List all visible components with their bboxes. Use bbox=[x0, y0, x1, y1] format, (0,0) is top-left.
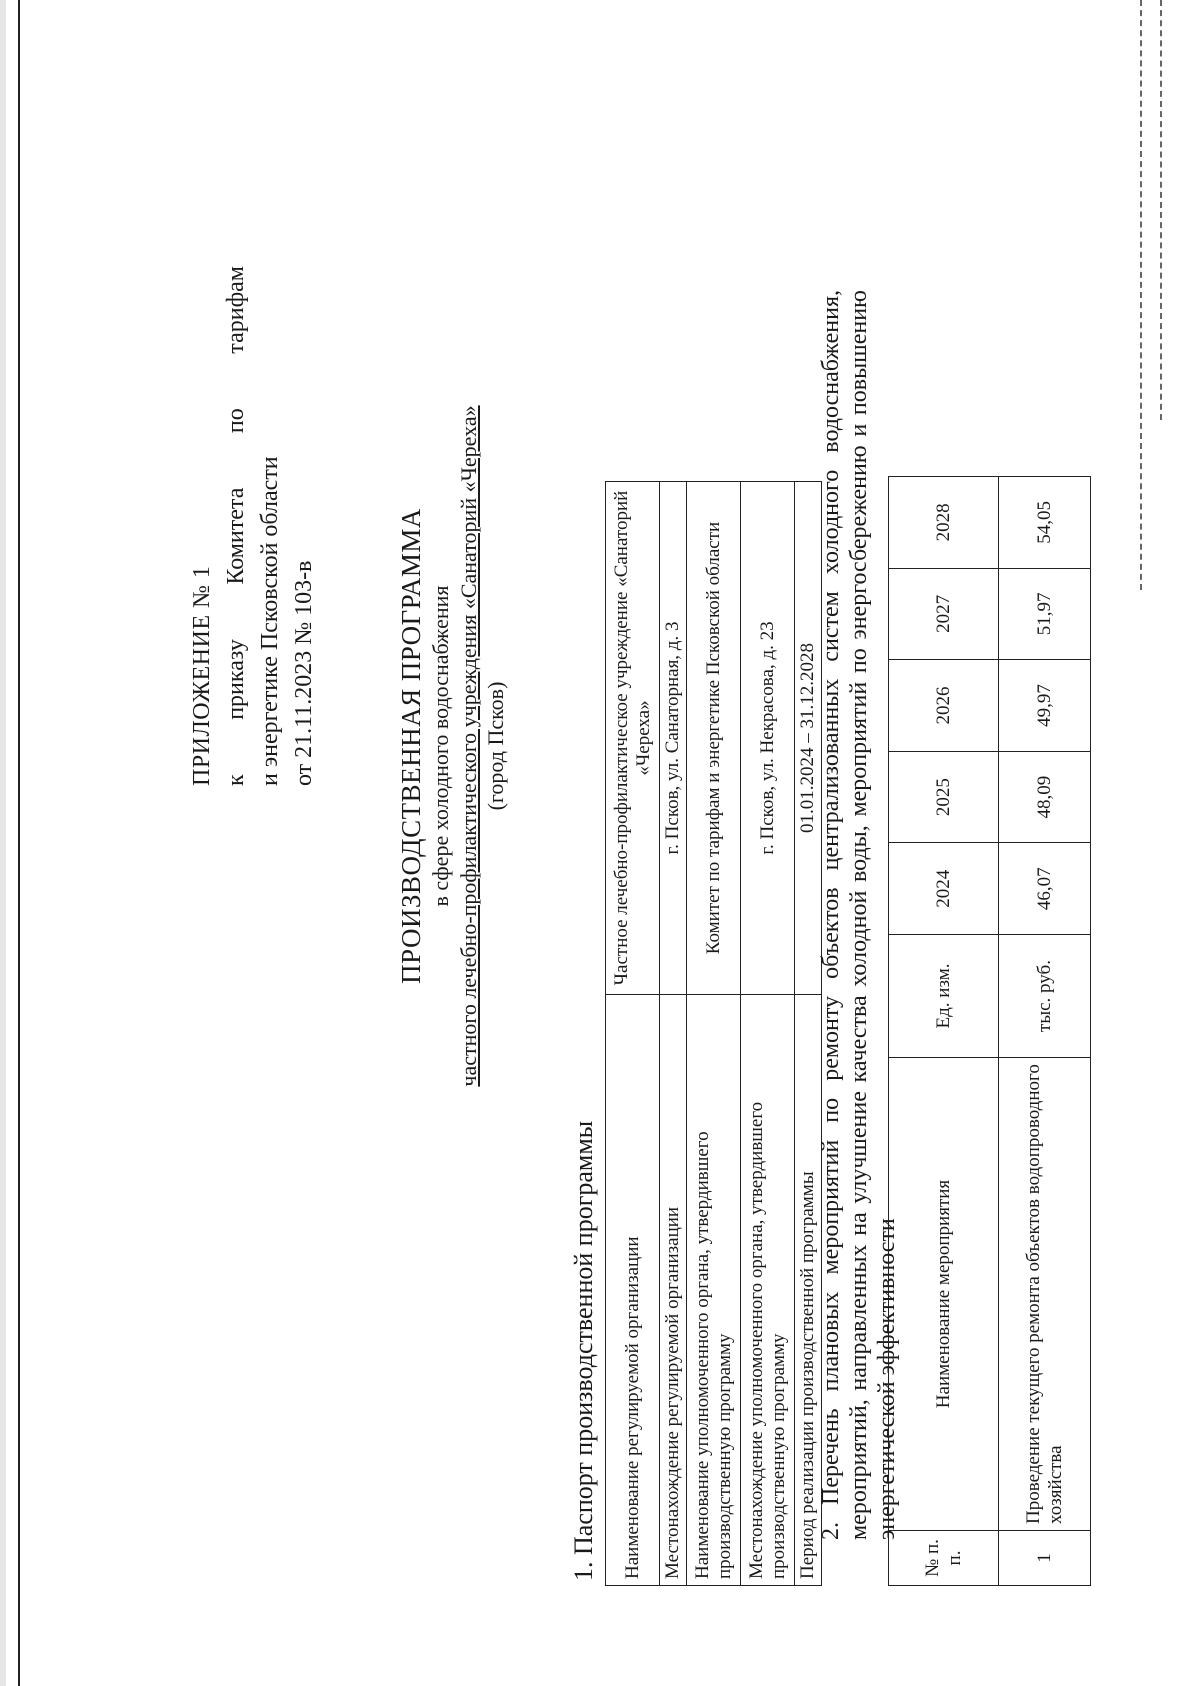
document-city: (город Псков) bbox=[483, 681, 508, 811]
appendix-block bbox=[185, 266, 321, 786]
column-header: 2027 bbox=[889, 568, 999, 660]
passport-value: г. Псков, ул. Санаторная, д. 3 bbox=[660, 482, 687, 995]
passport-label: Наименование регулируемой организации bbox=[606, 995, 660, 1586]
column-header: Наименование мероприятия bbox=[889, 1058, 999, 1531]
passport-table bbox=[605, 481, 822, 1586]
appendix-order-line bbox=[219, 266, 253, 786]
measure-value: 48,09 bbox=[999, 751, 1091, 843]
column-header: № п. п. bbox=[889, 1531, 999, 1586]
appendix-word: по bbox=[223, 408, 249, 434]
column-header: Ед. изм. bbox=[889, 935, 999, 1058]
measures-table bbox=[888, 476, 1091, 1586]
document-sphere: в сфере холодного водоснабжения bbox=[428, 585, 453, 907]
document-title: ПРОИЗВОДСТВЕННАЯ ПРОГРАММА bbox=[396, 508, 426, 984]
table-row bbox=[660, 482, 687, 1586]
appendix-word: к bbox=[223, 774, 249, 786]
column-header: 2024 bbox=[889, 843, 999, 935]
appendix-word: приказу bbox=[223, 639, 249, 720]
passport-label: Местонахождение уполномоченного органа, утвердившего производственную программу bbox=[741, 995, 795, 1586]
appendix-title: ПРИЛОЖЕНИЕ № 1 bbox=[189, 565, 215, 786]
measure-value: 49,97 bbox=[999, 660, 1091, 752]
table-row bbox=[687, 482, 741, 1586]
document-title-block bbox=[395, 366, 509, 1126]
table-row bbox=[999, 477, 1091, 1586]
table-header-row bbox=[889, 477, 999, 1586]
column-header: 2028 bbox=[889, 477, 999, 569]
column-header: 2025 bbox=[889, 751, 999, 843]
appendix-word: Комитета bbox=[223, 487, 249, 585]
passport-label: Местонахождение регулируемой организации bbox=[660, 995, 687, 1586]
appendix-committee: и энергетике Псковской области bbox=[257, 456, 283, 786]
passport-value: Комитет по тарифам и энергетике Псковской области bbox=[687, 482, 741, 995]
passport-label: Наименование уполномоченного органа, утвердившего производственную программу bbox=[687, 995, 741, 1586]
appendix-word: тарифам bbox=[223, 266, 249, 354]
passport-label: Период реализации производственной программы bbox=[795, 995, 822, 1586]
measure-value: 54,05 bbox=[999, 477, 1091, 569]
appendix-date: от 21.11.2023 № 103-в bbox=[291, 560, 317, 786]
row-number: 1 bbox=[999, 1531, 1091, 1586]
passport-value: 01.01.2024 – 31.12.2028 bbox=[795, 482, 822, 995]
table-row bbox=[606, 482, 660, 1586]
measure-name: Проведение текущего ремонта объектов водопроводного хозяйства bbox=[999, 1058, 1091, 1531]
table-row bbox=[741, 482, 795, 1586]
passport-value: Частное лечебно-профилактическое учреждение «Санаторий «Череха» bbox=[606, 482, 660, 995]
passport-value: г. Псков, ул. Некрасова, д. 23 bbox=[741, 482, 795, 995]
measure-value: 51,97 bbox=[999, 568, 1091, 660]
measure-unit: тыс. руб. bbox=[999, 935, 1091, 1058]
column-header: 2026 bbox=[889, 660, 999, 752]
section2-heading: 2. Перечень плановых мероприятий по ремонту объектов централизованных систем холодного водоснабжения, мероприятий, направленных на улучшение качества холодной воды, мероприятий по энергосбережению и повышению энергетической эффективности bbox=[818, 290, 900, 1540]
measure-value: 46,07 bbox=[999, 843, 1091, 935]
section1-heading: 1. Паспорт производственной программы bbox=[569, 1120, 598, 1581]
document-organization: частного лечебно-профилактического учреждения «Санаторий «Череха» bbox=[456, 405, 481, 1087]
